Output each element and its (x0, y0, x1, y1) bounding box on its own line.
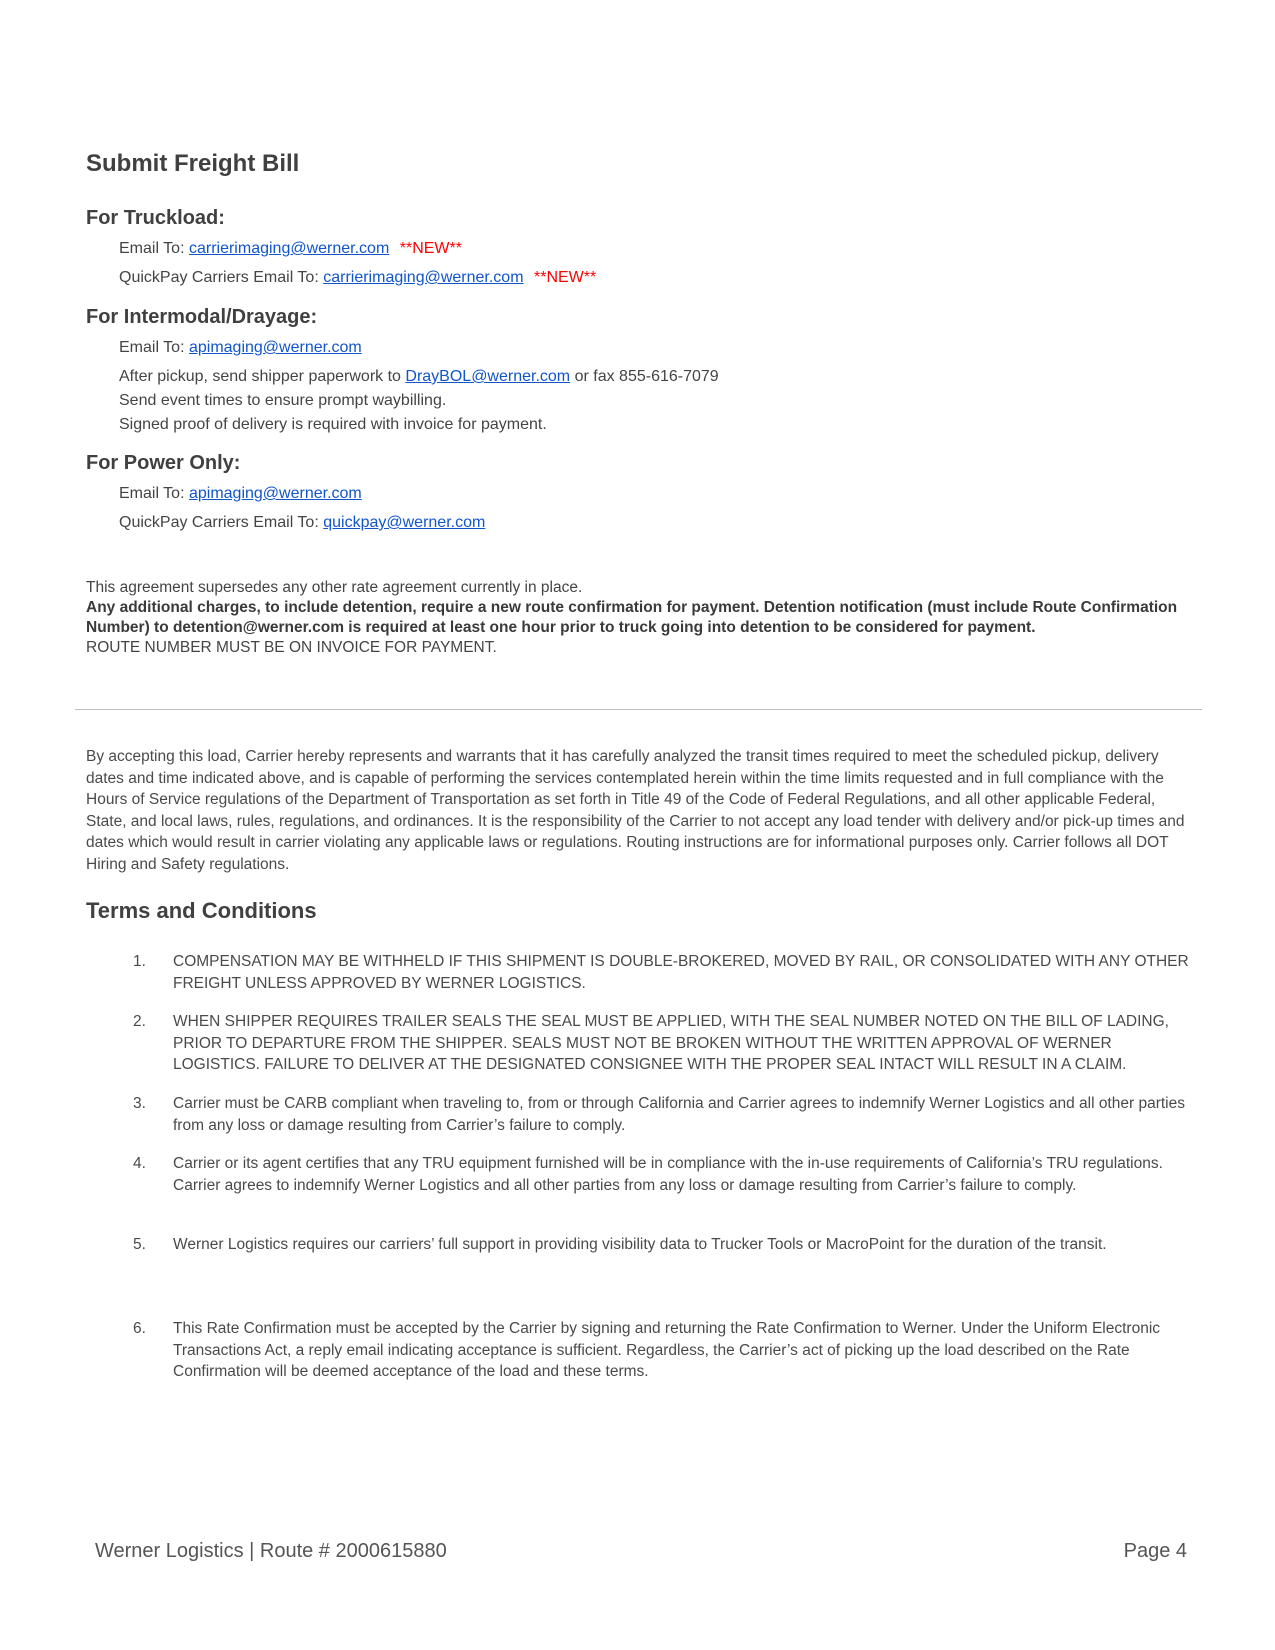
truckload-email-label: Email To: (119, 240, 185, 257)
term-text: Carrier must be CARB compliant when traveling to, from or through California and Carrier agrees to indemnify Werner Logistics and all other parties from any loss or damage resulting from Carrier’s failure to comply. (173, 1095, 1185, 1134)
after-pickup-suffix: or fax 855-616-7079 (574, 368, 719, 385)
truckload-heading: For Truckload: (86, 207, 225, 229)
term-number: 5. (133, 1236, 146, 1253)
intermodal-email-label: Email To: (119, 339, 185, 356)
intermodal-after-pickup-line (119, 368, 719, 386)
power-only-heading: For Power Only: (86, 452, 241, 474)
acceptance-paragraph: By accepting this load, Carrier hereby represents and warrants that it has carefully analyzed the transit times required to meet the scheduled pickup, delivery dates and time indicated above, and is capable of performing the services contemplated herein within the time limits requested and in full compliance with the Hours of Service regulations of the Department of Transportation as set forth in Title 49 of the Code of Federal Regulations, and all other applicable Federal, State, and local laws, rules, regulations, and ordinances. It is the responsibility of the Carrier to not accept any load tender with delivery and/or pick-up times and dates which would result in carrier violating any applicable laws or regulations. Routing instructions are for informational purposes only. Carrier follows all DOT Hiring and Safety regulations. (86, 748, 1185, 873)
event-times-text: Send event times to ensure prompt waybilling. (119, 392, 447, 409)
page-title: Submit Freight Bill (86, 150, 300, 177)
truckload-email-link[interactable]: carrierimaging@werner.com (188, 240, 390, 257)
term-text: WHEN SHIPPER REQUIRES TRAILER SEALS THE SEAL MUST BE APPLIED, WITH THE SEAL NUMBER NOTED ON THE BILL OF LADING, PRIOR TO DEPARTURE FROM THE SHIPPER. SEALS MUST NOT BE BROKEN WITHOUT THE WRITTEN APPROVAL OF WERNER LOGISTICS. FAILURE TO DELIVER AT THE DESIGNATED CONSIGNEE WITH THE PROPER SEAL INTACT WILL RESULT IN A CLAIM. (173, 1013, 1169, 1073)
agreement-detention-text: Any additional charges, to include detention, require a new route confirmation for payment. Detention notification (must include Route Confirmation Number) to detention@werner.com is required at least one hour prior to truck going into detention to be considered for payment. (86, 599, 1178, 636)
footer-route: Werner Logistics | Route # 2000615880 (95, 1540, 447, 1562)
power-only-email-line (119, 485, 362, 503)
term-text: Carrier or its agent certifies that any TRU equipment furnished will be in compliance with the in-use requirements of California’s TRU regulations. Carrier agrees to indemnify Werner Logistics and all other parties from any loss or damage resulting from Carrier’s failure to comply. (173, 1155, 1163, 1194)
power-only-email-link[interactable]: apimaging@werner.com (188, 485, 362, 502)
power-only-quickpay-line (119, 514, 485, 532)
intermodal-email-link[interactable]: apimaging@werner.com (188, 339, 362, 356)
terms-title: Terms and Conditions (86, 898, 317, 923)
quickpay-email-link[interactable]: quickpay@werner.com (323, 514, 486, 531)
power-only-quickpay-label: QuickPay Carriers Email To: (119, 514, 319, 531)
term-text: Werner Logistics requires our carriers’ full support in providing visibility data to Trucker Tools or MacroPoint for the duration of the transit. (173, 1236, 1107, 1253)
footer-page-number: Page 4 (1123, 1540, 1187, 1562)
intermodal-email-line (119, 339, 362, 357)
agreement-note (86, 578, 1186, 658)
term-number: 3. (133, 1095, 146, 1112)
power-only-email-label: Email To: (119, 485, 185, 502)
agreement-route-number-text: ROUTE NUMBER MUST BE ON INVOICE FOR PAYMENT. (86, 639, 497, 656)
truckload-quickpay-line (119, 269, 596, 287)
term-text: COMPENSATION MAY BE WITHHELD IF THIS SHIPMENT IS DOUBLE-BROKERED, MOVED BY RAIL, OR CONSOLIDATED WITH ANY OTHER FREIGHT UNLESS APPROVED BY WERNER LOGISTICS. (173, 953, 1189, 992)
term-number: 6. (133, 1320, 146, 1337)
section-divider (75, 709, 1202, 710)
after-pickup-prefix: After pickup, send shipper paperwork to (119, 368, 401, 385)
term-number: 4. (133, 1155, 146, 1172)
term-text: This Rate Confirmation must be accepted by the Carrier by signing and returning the Rate Confirmation to Werner. Under the Uniform Electronic Transactions Act, a reply email indicating acceptance is sufficient. Regardless, the Carrier’s act of picking up the load described on the Rate Confirmation will be deemed acceptance of the load and these terms. (173, 1320, 1161, 1380)
pod-text: Signed proof of delivery is required with invoice for payment. (119, 416, 547, 433)
term-number: 2. (133, 1013, 146, 1030)
draybol-email-link[interactable]: DrayBOL@werner.com (405, 368, 571, 385)
intermodal-heading: For Intermodal/Drayage: (86, 306, 318, 328)
agreement-supersedes-text: This agreement supersedes any other rate agreement currently in place. (86, 579, 583, 596)
truckload-email-line (119, 240, 462, 258)
truckload-email-new-badge: **NEW** (399, 240, 462, 257)
term-number: 1. (133, 953, 146, 970)
truckload-quickpay-label: QuickPay Carriers Email To: (119, 269, 319, 286)
truckload-quickpay-link[interactable]: carrierimaging@werner.com (323, 269, 524, 286)
truckload-quickpay-new-badge: **NEW** (533, 269, 597, 286)
